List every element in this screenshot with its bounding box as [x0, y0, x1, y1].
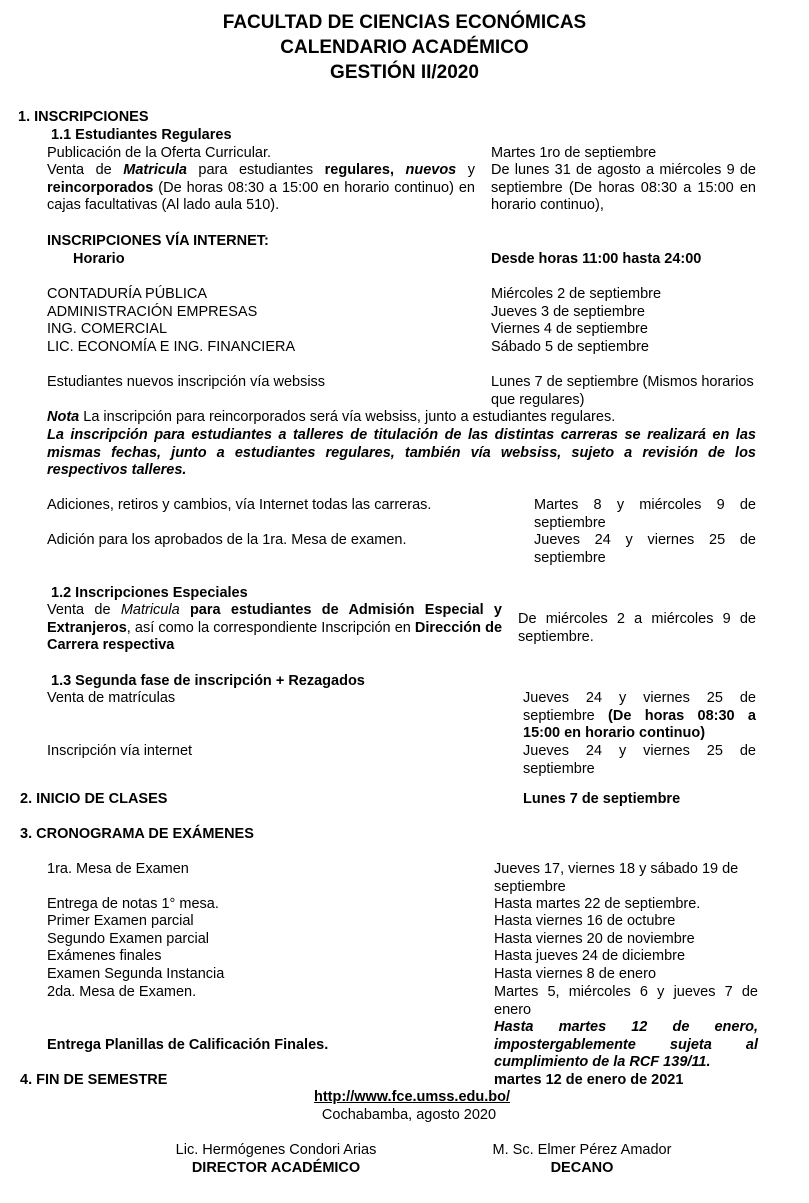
- doc-title-line2: CALENDARIO ACADÉMICO: [280, 37, 529, 58]
- career-name: CONTADURÍA PÚBLICA: [47, 286, 208, 302]
- venta-matriculas-label: Venta de matrículas: [47, 690, 176, 706]
- career-date: Viernes 4 de septiembre: [491, 321, 648, 337]
- place-date: Cochabamba, agosto 2020: [321, 1107, 497, 1123]
- horario-label: Horario: [73, 251, 125, 267]
- section-4-title: 4. FIN DE SEMESTRE: [20, 1072, 168, 1088]
- fin-semestre-date: martes 12 de enero de 2021: [494, 1072, 684, 1088]
- exam-row-label: Examen Segunda Instancia: [47, 966, 225, 982]
- signature-2-name: M. Sc. Elmer Pérez Amador: [492, 1142, 672, 1158]
- horario-value: Desde horas 11:00 hasta 24:00: [491, 251, 702, 267]
- subsection-1-1-title: 1.1 Estudiantes Regulares: [51, 127, 232, 143]
- career-date: Jueves 3 de septiembre: [491, 304, 645, 320]
- doc-title-line3: GESTIÓN II/2020: [330, 62, 479, 83]
- venta-matriculas-date: Jueves 24 y viernes 25 de septiembre (De horas 08:30 a 15:00 en horario continuo): [523, 690, 756, 741]
- section-3-title: 3. CRONOGRAMA DE EXÁMENES: [20, 826, 254, 842]
- exam-row-date: Hasta martes 22 de septiembre.: [494, 896, 701, 912]
- insc-internet-date: Jueves 24 y viernes 25 de septiembre: [523, 743, 756, 777]
- nuevos-label: Estudiantes nuevos inscripción vía websiss: [47, 374, 326, 390]
- venta-matricula-date: De lunes 31 de agosto a miércoles 9 de septiembre (De horas 08:30 a 15:00 en horario continuo),: [491, 162, 756, 213]
- inicio-clases-date: Lunes 7 de septiembre: [523, 791, 681, 807]
- especiales-text: Venta de Matricula para estudiantes de Admisión Especial y Extranjeros, así como la correspondiente Inscripción en Dirección de Carrera respectiva: [47, 602, 503, 653]
- venta-matricula-text: Venta de Matricula para estudiantes regulares, nuevos y reincorporados (De horas 08:30 a 15:00 en horario continuo) en cajas facultativas (Al lado aula 510).: [47, 162, 476, 213]
- career-name: ING. COMERCIAL: [47, 321, 168, 337]
- internet-title: INSCRIPCIONES VÍA INTERNET:: [47, 233, 269, 249]
- mesa2-label: 2da. Mesa de Examen.: [47, 984, 197, 1000]
- subsection-1-3-title: 1.3 Segunda fase de inscripción + Rezagados: [51, 673, 365, 689]
- subsection-1-2-title: 1.2 Inscripciones Especiales: [51, 585, 248, 601]
- career-date: Miércoles 2 de septiembre: [491, 286, 662, 302]
- section-1-title: 1. INSCRIPCIONES: [18, 109, 149, 125]
- mesa1-date: Jueves 17, viernes 18 y sábado 19 de septiembre: [494, 861, 739, 895]
- exam-row-label: Primer Examen parcial: [47, 913, 194, 929]
- career-name: LIC. ECONOMÍA E ING. FINANCIERA: [47, 339, 296, 355]
- exam-row-date: Hasta viernes 8 de enero: [494, 966, 657, 982]
- oferta-label: Publicación de la Oferta Curricular.: [47, 145, 272, 161]
- nota-text: Nota La inscripción para reincorporados será vía websiss, junto a estudiantes regulares.: [47, 409, 616, 425]
- signature-1-name: Lic. Hermógenes Condori Arias: [175, 1142, 377, 1158]
- adiciones-date: Martes 8 y miércoles 9 de septiembre: [534, 497, 756, 531]
- planillas-label: Entrega Planillas de Calificación Finales.: [47, 1037, 329, 1053]
- nuevos-date: Lunes 7 de septiembre (Mismos horarios que regulares): [491, 374, 754, 408]
- doc-title-line1: FACULTAD DE CIENCIAS ECONÓMICAS: [222, 12, 587, 33]
- section-2-title: 2. INICIO DE CLASES: [20, 791, 168, 807]
- signature-2-role: DECANO: [550, 1160, 614, 1176]
- exam-row-label: Segundo Examen parcial: [47, 931, 210, 947]
- career-name: ADMINISTRACIÓN EMPRESAS: [47, 304, 258, 320]
- exam-row-label: Exámenes finales: [47, 948, 162, 964]
- exam-row-date: Hasta jueves 24 de diciembre: [494, 948, 686, 964]
- exam-row-date: Hasta viernes 20 de noviembre: [494, 931, 695, 947]
- website-link-wrap: [0, 1089, 809, 1107]
- mesa2-date: Martes 5, miércoles 6 y jueves 7 de enero: [494, 984, 758, 1018]
- mesa1-label: 1ra. Mesa de Examen: [47, 861, 189, 877]
- career-date: Sábado 5 de septiembre: [491, 339, 649, 355]
- exam-row-label: Entrega de notas 1° mesa.: [47, 896, 219, 912]
- especiales-date: De miércoles 2 a miércoles 9 de septiembre.: [518, 611, 756, 645]
- signature-1-role: DIRECTOR ACADÉMICO: [191, 1160, 361, 1176]
- adicion-label: Adición para los aprobados de la 1ra. Mesa de examen.: [47, 532, 407, 548]
- adiciones-label: Adiciones, retiros y cambios, vía Internet todas las carreras.: [47, 497, 432, 513]
- oferta-date: Martes 1ro de septiembre: [491, 145, 657, 161]
- website-link[interactable]: http://www.fce.umss.edu.bo/: [313, 1089, 511, 1105]
- exam-row-date: Hasta viernes 16 de octubre: [494, 913, 676, 929]
- talleres-text: La inscripción para estudiantes a talleres de titulación de las distintas carreras se realizará en las mismas fechas, junto a estudiantes regulares, también vía websiss, sujeto a revisión de los respectivos talleres.: [47, 427, 756, 478]
- insc-internet-label: Inscripción vía internet: [47, 743, 193, 759]
- planillas-date: Hasta martes 12 de enero, impostergablemente sujeta al cumplimiento de la RCF 139/11.: [494, 1019, 758, 1070]
- adicion-date: Jueves 24 y viernes 25 de septiembre: [534, 532, 756, 566]
